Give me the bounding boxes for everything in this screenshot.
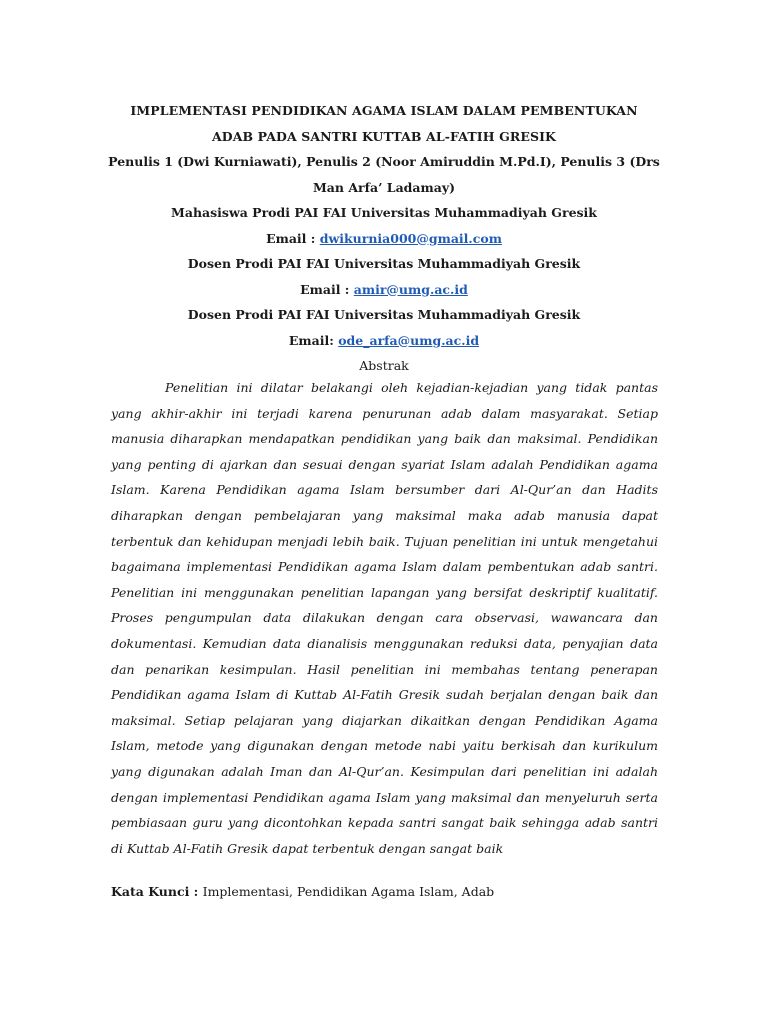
keywords-value: Implementasi, Pendidikan Agama Islam, Adab	[202, 884, 495, 899]
paper-title-line-2: ADAB PADA SANTRI KUTTAB AL-FATIH GRESIK	[211, 128, 557, 144]
abstract-heading: Abstrak	[359, 358, 409, 373]
keywords-line	[111, 879, 494, 904]
email-label: Email:	[288, 332, 339, 348]
affiliation-2: Dosen Prodi PAI FAI Universitas Muhammadiyah Gresik	[187, 256, 581, 271]
email-line-3	[100, 328, 668, 354]
email-label: Email :	[266, 230, 320, 246]
email-link-3[interactable]: ode_arfa@umg.ac.id	[338, 332, 480, 348]
email-link-1[interactable]: dwikurnia000@gmail.com	[319, 230, 502, 246]
affiliation-3: Dosen Prodi PAI FAI Universitas Muhammadiyah Gresik	[187, 307, 581, 322]
affiliation-1: Mahasiswa Prodi PAI FAI Universitas Muhammadiyah Gresik	[171, 205, 597, 220]
email-line-2	[100, 277, 668, 303]
paper-header	[100, 98, 668, 379]
keywords-label: Kata Kunci :	[111, 884, 203, 899]
authors-line-2: Man Arfa’ Ladamay)	[312, 179, 456, 195]
authors-line-1: Penulis 1 (Dwi Kurniawati), Penulis 2 (Noor Amiruddin M.Pd.I), Penulis 3 (Drs	[108, 154, 660, 169]
email-line-1	[100, 226, 668, 252]
email-label: Email :	[300, 281, 354, 297]
paper-title-line-1: IMPLEMENTASI PENDIDIKAN AGAMA ISLAM DALAM PEMBENTUKAN	[130, 103, 638, 118]
abstract-body: Penelitian ini dilatar belakangi oleh kejadian-kejadian yang tidak pantas yang akhir-akhir ini terjadi karena penurunan adab dalam masyarakat. Setiap manusia diharapkan mendapatkan pendidikan yang baik dan maksimal. Pendidikan yang penting di ajarkan dan sesuai dengan syariat Islam adalah Pendidikan agama Islam. Karena Pendidikan agama Islam bersumber dari Al-Qur’an dan Hadits diharapkan dengan pembelajaran yang maksimal maka adab manusia dapat terbentuk dan kehidupan menjadi lebih baik. Tujuan penelitian ini untuk mengetahui bagaimana implementasi Pendidikan agama Islam dalam pembentukan adab santri. Penelitian ini menggunakan penelitian lapangan yang bersifat deskriptif kualitatif. Proses pengumpulan data dilakukan dengan cara observasi, wawancara dan dokumentasi. Kemudian data dianalisis menggunakan reduksi data, penyajian data dan penarikan kesimpulan. Hasil penelitian ini membahas tentang penerapan Pendidikan agama Islam di Kuttab Al-Fatih Gresik sudah berjalan dengan baik dan maksimal. Setiap pelajaran yang diajarkan dikaitkan dengan Pendidikan Agama Islam, metode yang digunakan dengan metode nabi yaitu berkisah dan kurikulum yang digunakan adalah Iman dan Al-Qur’an. Kesimpulan dari penelitian ini adalah dengan implementasi Pendidikan agama Islam yang maksimal dan menyeluruh serta pembiasaan guru yang dicontohkan kepada santri sangat baik sehingga adab santri di Kuttab Al-Fatih Gresik dapat terbentuk dengan sangat baik	[111, 380, 658, 856]
email-link-2[interactable]: amir@umg.ac.id	[353, 281, 468, 297]
